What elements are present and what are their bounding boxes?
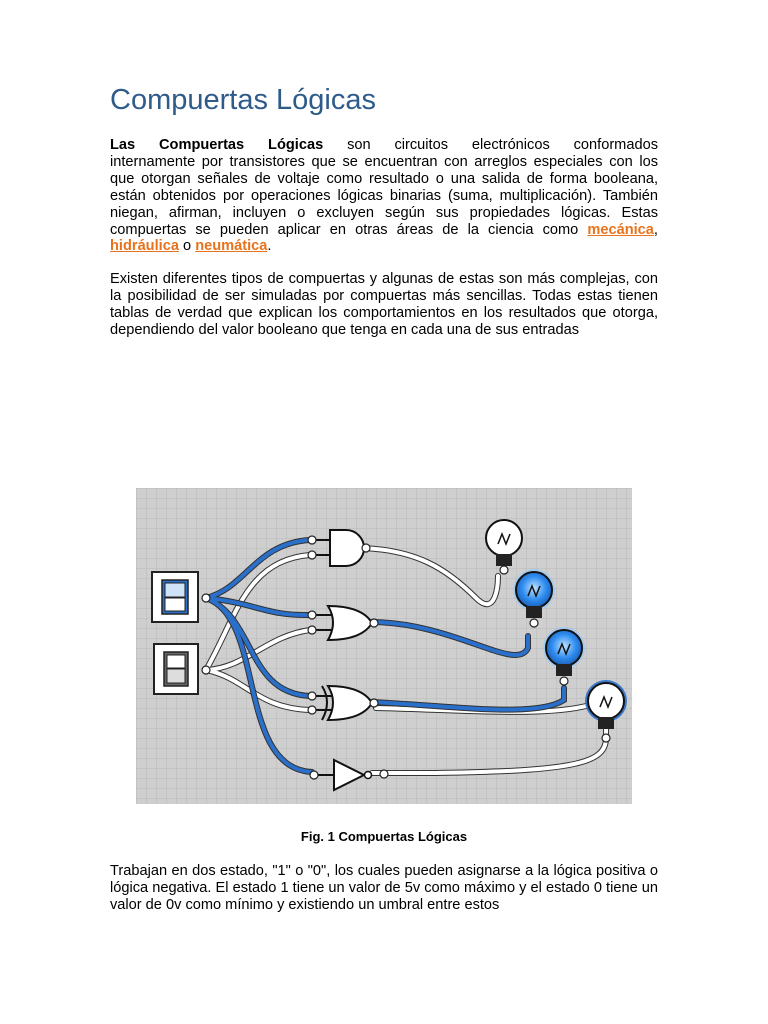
logic-gates-figure (136, 488, 632, 804)
switch-on-output-node (202, 594, 210, 602)
intro-body-text: internamente por transistores que se encuentran con arreglos especiales con los que otorgan señales de voltaje como resultado o una salida de forma booleana, están obtenidos por operaciones lógicas binarias (suma, multiplicación). También niegan, afirman, incluyen o excluyen según sus propiedades lógicas. Estas compuertas se pueden aplicar en otras áreas de la ciencia como (110, 153, 658, 238)
intro-first-line (110, 137, 658, 154)
intro-bold-term: Las Compuertas Lógicas (110, 137, 324, 153)
link-hidraulica[interactable]: hidráulica (110, 238, 179, 255)
intro-separator-o: o (183, 238, 192, 255)
intro-paragraph (110, 137, 658, 255)
states-paragraph: Trabajan en dos estado, "1" o "0", los cuales pueden asignarse a la lógica positiva o lógica negativa. El estado 1 tiene un valor de 5v como máximo y el estado 0 tiene un valor de 0v como mínimo y existiendo un umbral entre estos (110, 863, 658, 913)
intro-end-punctuation: . (267, 238, 272, 255)
link-neumatica[interactable]: neumática (195, 238, 268, 255)
page-title: Compuertas Lógicas (110, 84, 376, 116)
gate-types-paragraph: Existen diferentes tipos de compuertas y algunas de estas son más complejas, con la posibilidad de ser simuladas por compuertas más sencillas. Todas estas tienen tablas de verdad que explican los comportamientos en los resultados que otorga, dependiendo del valor booleano que tenga en cada una de sus entradas (110, 271, 658, 338)
switch-off-output-node (202, 666, 210, 674)
link-mecanica[interactable]: mecánica (587, 221, 654, 238)
intro-separator-comma: , (653, 221, 658, 238)
intro-first-line-text: son circuitos electrónicos conformados (347, 137, 658, 153)
figure-caption: Fig. 1 Compuertas Lógicas (300, 829, 468, 844)
switch-off-icon[interactable] (154, 644, 198, 694)
switch-on-icon[interactable] (152, 572, 198, 622)
